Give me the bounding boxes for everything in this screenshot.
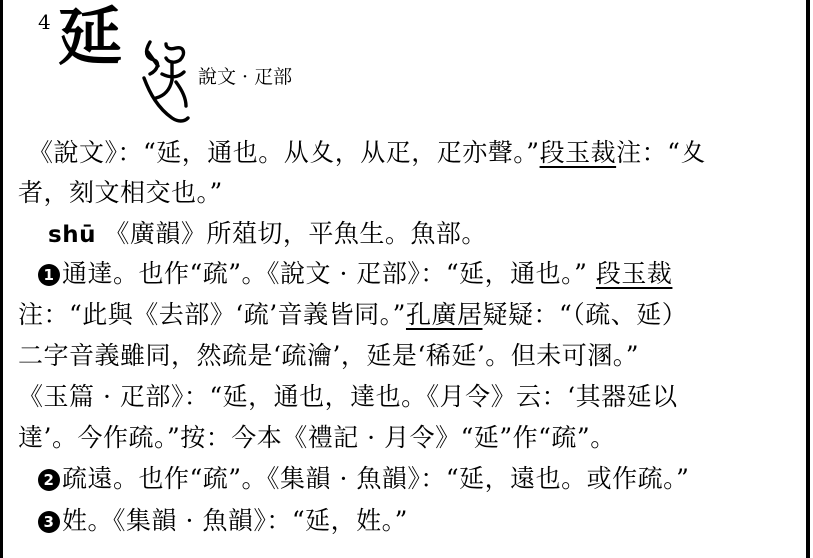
page-border-left	[0, 0, 3, 558]
sense-number-badge: 3	[38, 511, 60, 533]
definition-text: 者，刻文相交也。”	[18, 178, 223, 207]
sense-number-badge: 1	[38, 264, 60, 286]
definition-text: 疑疑：“（疏、延）	[482, 300, 688, 329]
definition-line	[38, 508, 408, 533]
definition-line	[18, 343, 639, 368]
underlined-name: 孔廣居	[405, 300, 483, 329]
definition-text: 姓。《集韻 · 魚韻》：“延，姓。”	[62, 506, 408, 535]
definition-text: 注：“此與《去部》‘疏’音義皆同。”	[18, 300, 406, 329]
underlined-name: 段玉裁	[539, 138, 617, 167]
definition-text: 達’。今作疏。”按：今本《禮記 · 月令》“延”作“疏”。	[18, 423, 616, 452]
definition-text: 疏遠。也作“疏”。《集韻 · 魚韻》：“延，遠也。或作疏。”	[62, 464, 690, 493]
definition-line	[18, 302, 687, 327]
definition-line	[18, 425, 616, 450]
definition-line	[18, 384, 678, 409]
definition-text: “延，通也。从夊，从疋，疋亦聲。”	[143, 138, 540, 167]
definition-text: 《玉篇 · 疋部》：“延，通也，達也。《月令》云：‘其器延以	[18, 382, 678, 411]
sense-number-badge: 2	[38, 469, 60, 491]
headword: 延	[58, 0, 122, 75]
seal-script-image	[136, 38, 192, 124]
source-label: 說文 · 疋部	[198, 66, 293, 88]
definition-text: 《說文》：	[28, 138, 144, 167]
pinyin-reading: shū	[48, 222, 96, 248]
definition-line	[18, 180, 223, 205]
definition-text: 二字音義雖同，然疏是‘疏瀹’，延是‘稀延’。但未可溷。”	[18, 341, 640, 370]
definition-line	[28, 140, 706, 165]
page-border-right	[806, 0, 810, 558]
definition-line	[38, 261, 672, 286]
definition-line	[48, 221, 487, 247]
definition-text: 注：“夊	[616, 138, 706, 167]
definition-line	[38, 466, 689, 491]
seal-script-glyph	[136, 38, 192, 124]
underlined-name: 段玉裁	[595, 259, 673, 288]
entry-number: 4	[38, 10, 51, 34]
definition-text: 《廣韻》所葅切，平魚生。魚部。	[95, 219, 487, 248]
definition-text: 通達。也作“疏”。《說文 · 疋部》：“延，通也。”	[62, 259, 596, 288]
